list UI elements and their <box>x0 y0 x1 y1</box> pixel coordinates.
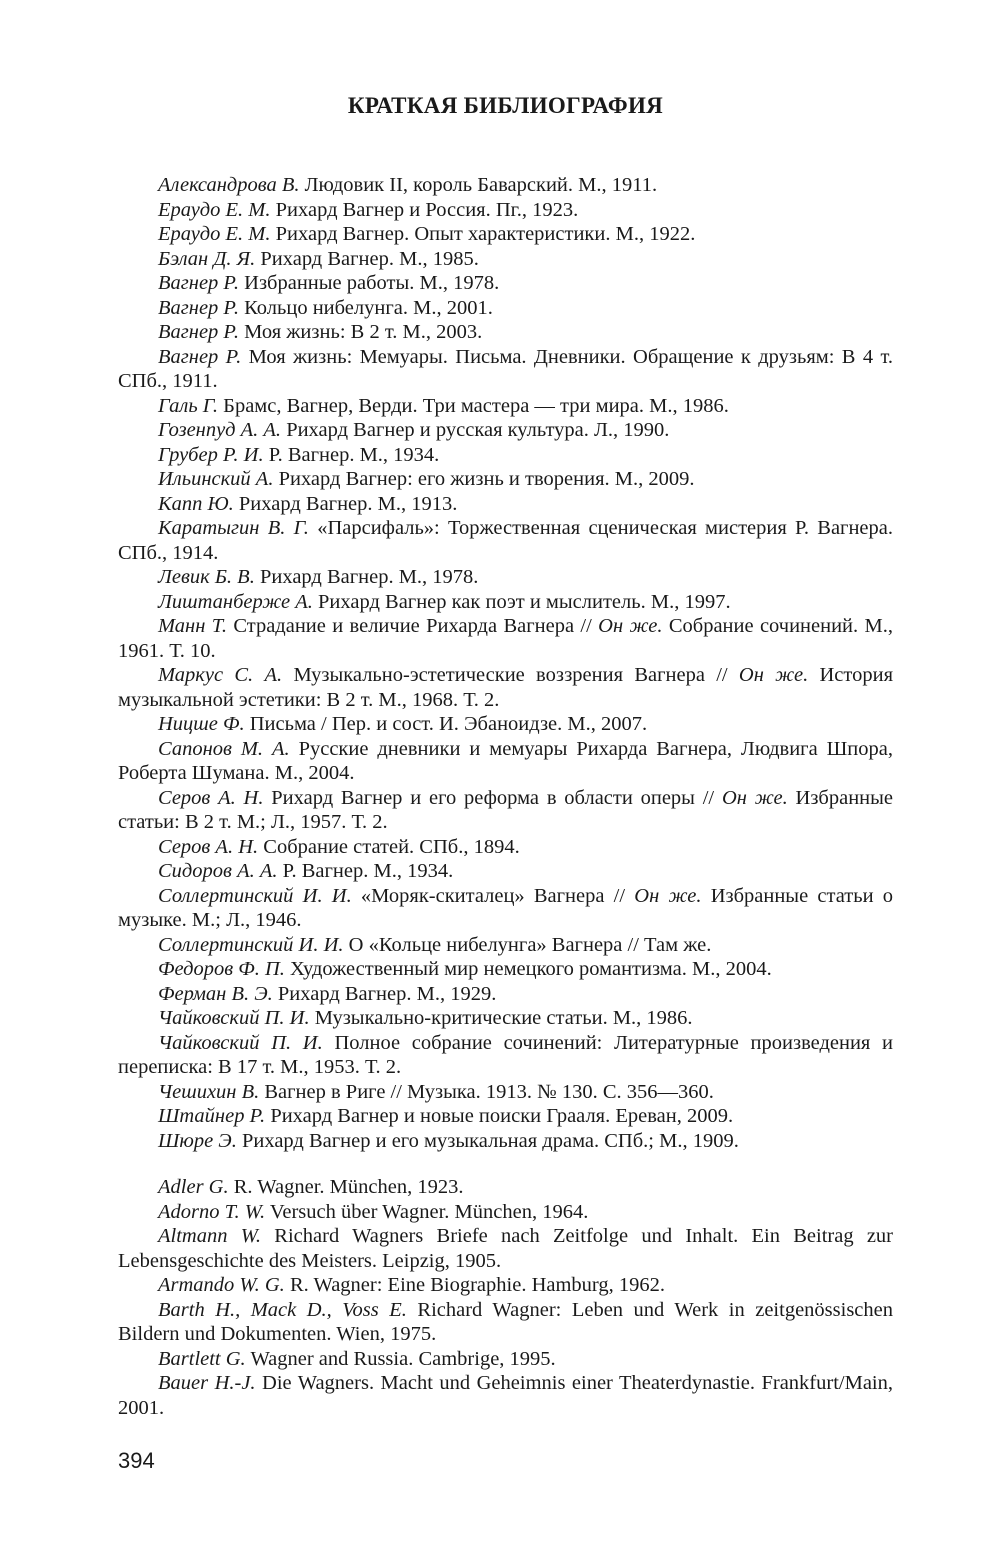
foreign-bibliography-list <box>118 1175 893 1420</box>
entry-author: Ницше Ф. <box>158 713 245 735</box>
bibliography-entry <box>118 1080 893 1105</box>
entry-author: Галь Г. <box>158 394 219 417</box>
entry-author: Ераудо Е. М. <box>158 198 271 221</box>
bibliography-entry <box>118 565 893 590</box>
bibliography-entry <box>118 982 893 1007</box>
entry-author: Левик Б. В. <box>158 566 255 588</box>
entry-text: Рихард Вагнер. М., 1913. <box>238 492 458 515</box>
entry-author: Adler G. <box>158 1176 229 1198</box>
entry-text: Richard Wagner: Leben und Werk in zeitgenössischen Bildern und Dokumenten. Wien, 1975. <box>118 1298 894 1345</box>
entry-text: Р. Вагнер. М., 1934. <box>268 443 440 466</box>
entry-author: Вагнер Р. <box>158 345 242 368</box>
entry-author: Вагнер Р. <box>158 321 240 343</box>
page-title: КРАТКАЯ БИБЛИОГРАФИЯ <box>347 93 664 118</box>
entry-author: Капп Ю. <box>158 492 234 515</box>
entry-author: Bauer H.-J. <box>158 1372 256 1394</box>
bibliography-entry <box>118 590 893 615</box>
bibliography-entry <box>118 933 893 958</box>
bibliography-entry <box>118 296 893 321</box>
bibliography-entry <box>118 1200 893 1225</box>
bibliography-entry <box>118 712 893 737</box>
entry-author: Грубер Р. И. <box>158 443 264 466</box>
bibliography-entry <box>118 1371 893 1420</box>
bibliography-entry <box>118 1298 893 1347</box>
bibliography-entry <box>118 198 893 223</box>
entry-text: Письма / Пер. и сост. И. Эбаноидзе. М., 2007. <box>249 713 648 735</box>
bibliography-entry <box>118 271 893 296</box>
bibliography-entry <box>118 737 893 786</box>
entry-tail: Избранные статьи: В 2 т. М.; Л., 1957. Т. 2. <box>118 786 894 833</box>
page-number: 394 <box>118 1448 155 1473</box>
entry-text: Wagner and Russia. Cambrige, 1995. <box>250 1347 556 1370</box>
bibliography-entry <box>118 173 893 198</box>
entry-text: Моя жизнь: В 2 т. М., 2003. <box>244 321 483 343</box>
entry-author: Armando W. G. <box>158 1274 285 1296</box>
bibliography-entry <box>118 1347 893 1372</box>
entry-text: Рихард Вагнер. М., 1985. <box>260 247 479 270</box>
bibliography-entry <box>118 222 893 247</box>
bibliography-entry <box>118 247 893 272</box>
bibliography-entry <box>118 1224 893 1273</box>
entry-tail: Собрание сочинений. М., 1961. Т. 10. <box>118 615 893 662</box>
entry-text: Рихард Вагнер и русская культура. Л., 1990. <box>286 419 670 441</box>
entry-text: Брамс, Вагнер, Верди. Три мастера — три мира. М., 1986. <box>223 394 729 417</box>
entry-author: Шюре Э. <box>158 1129 237 1152</box>
entry-text: Полное собрание сочинений: Литературные произведения и переписка: В 17 т. М., 1953. Т. 2. <box>118 1031 894 1078</box>
entry-ref: Он же. <box>634 884 702 907</box>
entry-author: Гозенпуд А. А. <box>158 419 282 441</box>
entry-text: О «Кольце нибелунга» Вагнера // Там же. <box>348 933 712 956</box>
entry-author: Ильинский А. <box>158 468 274 490</box>
entry-text: Собрание статей. СПб., 1894. <box>263 835 520 858</box>
entry-text: Рихард Вагнер и Россия. Пг., 1923. <box>275 198 579 221</box>
entry-text: Richard Wagners Briefe nach Zeitfolge und Inhalt. Ein Beitrag zur Lebensgeschichte des Meisters. Leipzig, 1905. <box>118 1225 893 1272</box>
bibliography-entry <box>118 957 893 982</box>
bibliography-entry <box>118 443 893 468</box>
entry-text: Рихард Вагнер. Опыт характеристики. М., 1922. <box>275 223 696 245</box>
entry-author: Сидоров А. А. <box>158 860 278 882</box>
bibliography-entry <box>118 1273 893 1298</box>
entry-author: Сапонов М. А. <box>158 737 290 760</box>
bibliography-entry <box>118 1104 893 1129</box>
entry-text: Избранные работы. М., 1978. <box>244 272 500 294</box>
entry-author: Федоров Ф. П. <box>158 958 285 980</box>
entry-text: Рихард Вагнер и новые поиски Грааля. Ереван, 2009. <box>270 1105 734 1127</box>
entry-author: Лиштанберже А. <box>158 590 313 613</box>
entry-text: Музыкально-эстетические воззрения Вагнера // <box>293 664 739 686</box>
entry-author: Чешихин В. <box>158 1080 260 1103</box>
entry-author: Вагнер Р. <box>158 296 240 319</box>
entry-ref: Он же. <box>721 786 788 809</box>
bibliography-entry <box>118 884 893 933</box>
entry-text: Художественный мир немецкого романтизма. М., 2004. <box>290 958 772 980</box>
entry-text: Рихард Вагнер и его музыкальная драма. СПб.; М., 1909. <box>241 1129 739 1152</box>
entry-text: «Парсифаль»: Торжественная сценическая мистерия Р. Вагнера. СПб., 1914. <box>118 517 893 564</box>
entry-author: Вагнер Р. <box>158 272 240 294</box>
entry-author: Чайковский П. И. <box>158 1007 310 1029</box>
entry-text: Рихард Вагнер. М., 1929. <box>277 982 497 1005</box>
entry-text: Р. Вагнер. М., 1934. <box>282 860 454 882</box>
entry-text: Рихард Вагнер как поэт и мыслитель. М., 1997. <box>318 590 731 613</box>
bibliography-entry <box>118 663 893 712</box>
entry-author: Бэлан Д. Я. <box>158 247 256 270</box>
bibliography-entry <box>118 1006 893 1031</box>
entry-author: Altmann W. <box>158 1225 262 1247</box>
entry-author: Bartlett G. <box>158 1347 246 1370</box>
entry-author: Соллертинский И. И. <box>158 933 344 956</box>
entry-author: Александрова В. <box>158 174 300 196</box>
bibliography-entry <box>118 786 893 835</box>
bibliography-entry <box>118 1129 893 1154</box>
entry-text: Вагнер в Риге // Музыка. 1913. № 130. С. 356—360. <box>264 1080 714 1103</box>
entry-author: Манн Т. <box>158 615 227 637</box>
entry-text: R. Wagner. München, 1923. <box>233 1176 464 1198</box>
bibliography-entry <box>118 835 893 860</box>
bibliography-entry <box>118 1031 893 1080</box>
entry-text: Моя жизнь: Мемуары. Письма. Дневники. Обращение к друзьям: В 4 т. СПб., 1911. <box>118 345 893 392</box>
entry-text: Рихард Вагнер. М., 1978. <box>259 566 479 588</box>
bibliography-entry <box>118 345 893 394</box>
entry-author: Штайнер Р. <box>158 1105 266 1127</box>
russian-bibliography-list <box>118 173 893 1153</box>
entry-author: Серов А. Н. <box>158 786 264 809</box>
entry-text: «Моряк-скиталец» Вагнера // <box>360 884 635 907</box>
entry-ref: Он же. <box>598 615 663 637</box>
bibliography-entry <box>118 467 893 492</box>
bibliography-entry <box>118 859 893 884</box>
entry-text: Кольцо нибелунга. М., 2001. <box>244 296 493 319</box>
bibliography-entry <box>118 516 893 565</box>
bibliography-entry <box>118 418 893 443</box>
bibliography-entry <box>118 614 893 663</box>
entry-ref: Он же. <box>738 664 809 686</box>
entry-text: Рихард Вагнер и его реформа в области оперы // <box>271 786 722 809</box>
entry-tail: Избранные статьи о музыке. М.; Л., 1946. <box>118 884 893 931</box>
entry-author: Серов А. Н. <box>158 835 259 858</box>
entry-author: Ераудо Е. М. <box>158 223 271 245</box>
entry-text: Versuch über Wagner. München, 1964. <box>269 1200 589 1223</box>
entry-author: Ферман В. Э. <box>158 982 273 1005</box>
entry-text: Людовик II, король Баварский. М., 1911. <box>304 174 658 196</box>
entry-tail: История музыкальной эстетики: В 2 т. М., 1968. Т. 2. <box>118 664 893 711</box>
entry-author: Маркус С. А. <box>158 664 283 686</box>
entry-text: R. Wagner: Eine Biographie. Hamburg, 1962. <box>289 1274 666 1296</box>
entry-author: Adorno T. W. <box>158 1200 266 1223</box>
bibliography-entry <box>118 1175 893 1200</box>
entry-author: Соллертинский И. И. <box>158 884 352 907</box>
bibliography-entry <box>118 492 893 517</box>
bibliography-entry <box>118 394 893 419</box>
entry-text: Страдание и величие Рихарда Вагнера // <box>233 615 599 637</box>
entry-text: Рихард Вагнер: его жизнь и творения. М., 2009. <box>278 468 695 490</box>
entry-text: Музыкально-критические статьи. М., 1986. <box>314 1007 693 1029</box>
entry-text: Die Wagners. Macht und Geheimnis einer Theaterdynastie. Frankfurt/Main, 2001. <box>118 1372 894 1419</box>
entry-author: Чайковский П. И. <box>158 1031 323 1054</box>
entry-author: Barth H., Mack D., Voss E. <box>158 1298 407 1321</box>
entry-text: Русские дневники и мемуары Рихарда Вагнера, Людвига Шпора, Роберта Шумана. М., 2004. <box>118 737 894 784</box>
bibliography-entry <box>118 320 893 345</box>
entry-author: Каратыгин В. Г. <box>158 517 309 539</box>
